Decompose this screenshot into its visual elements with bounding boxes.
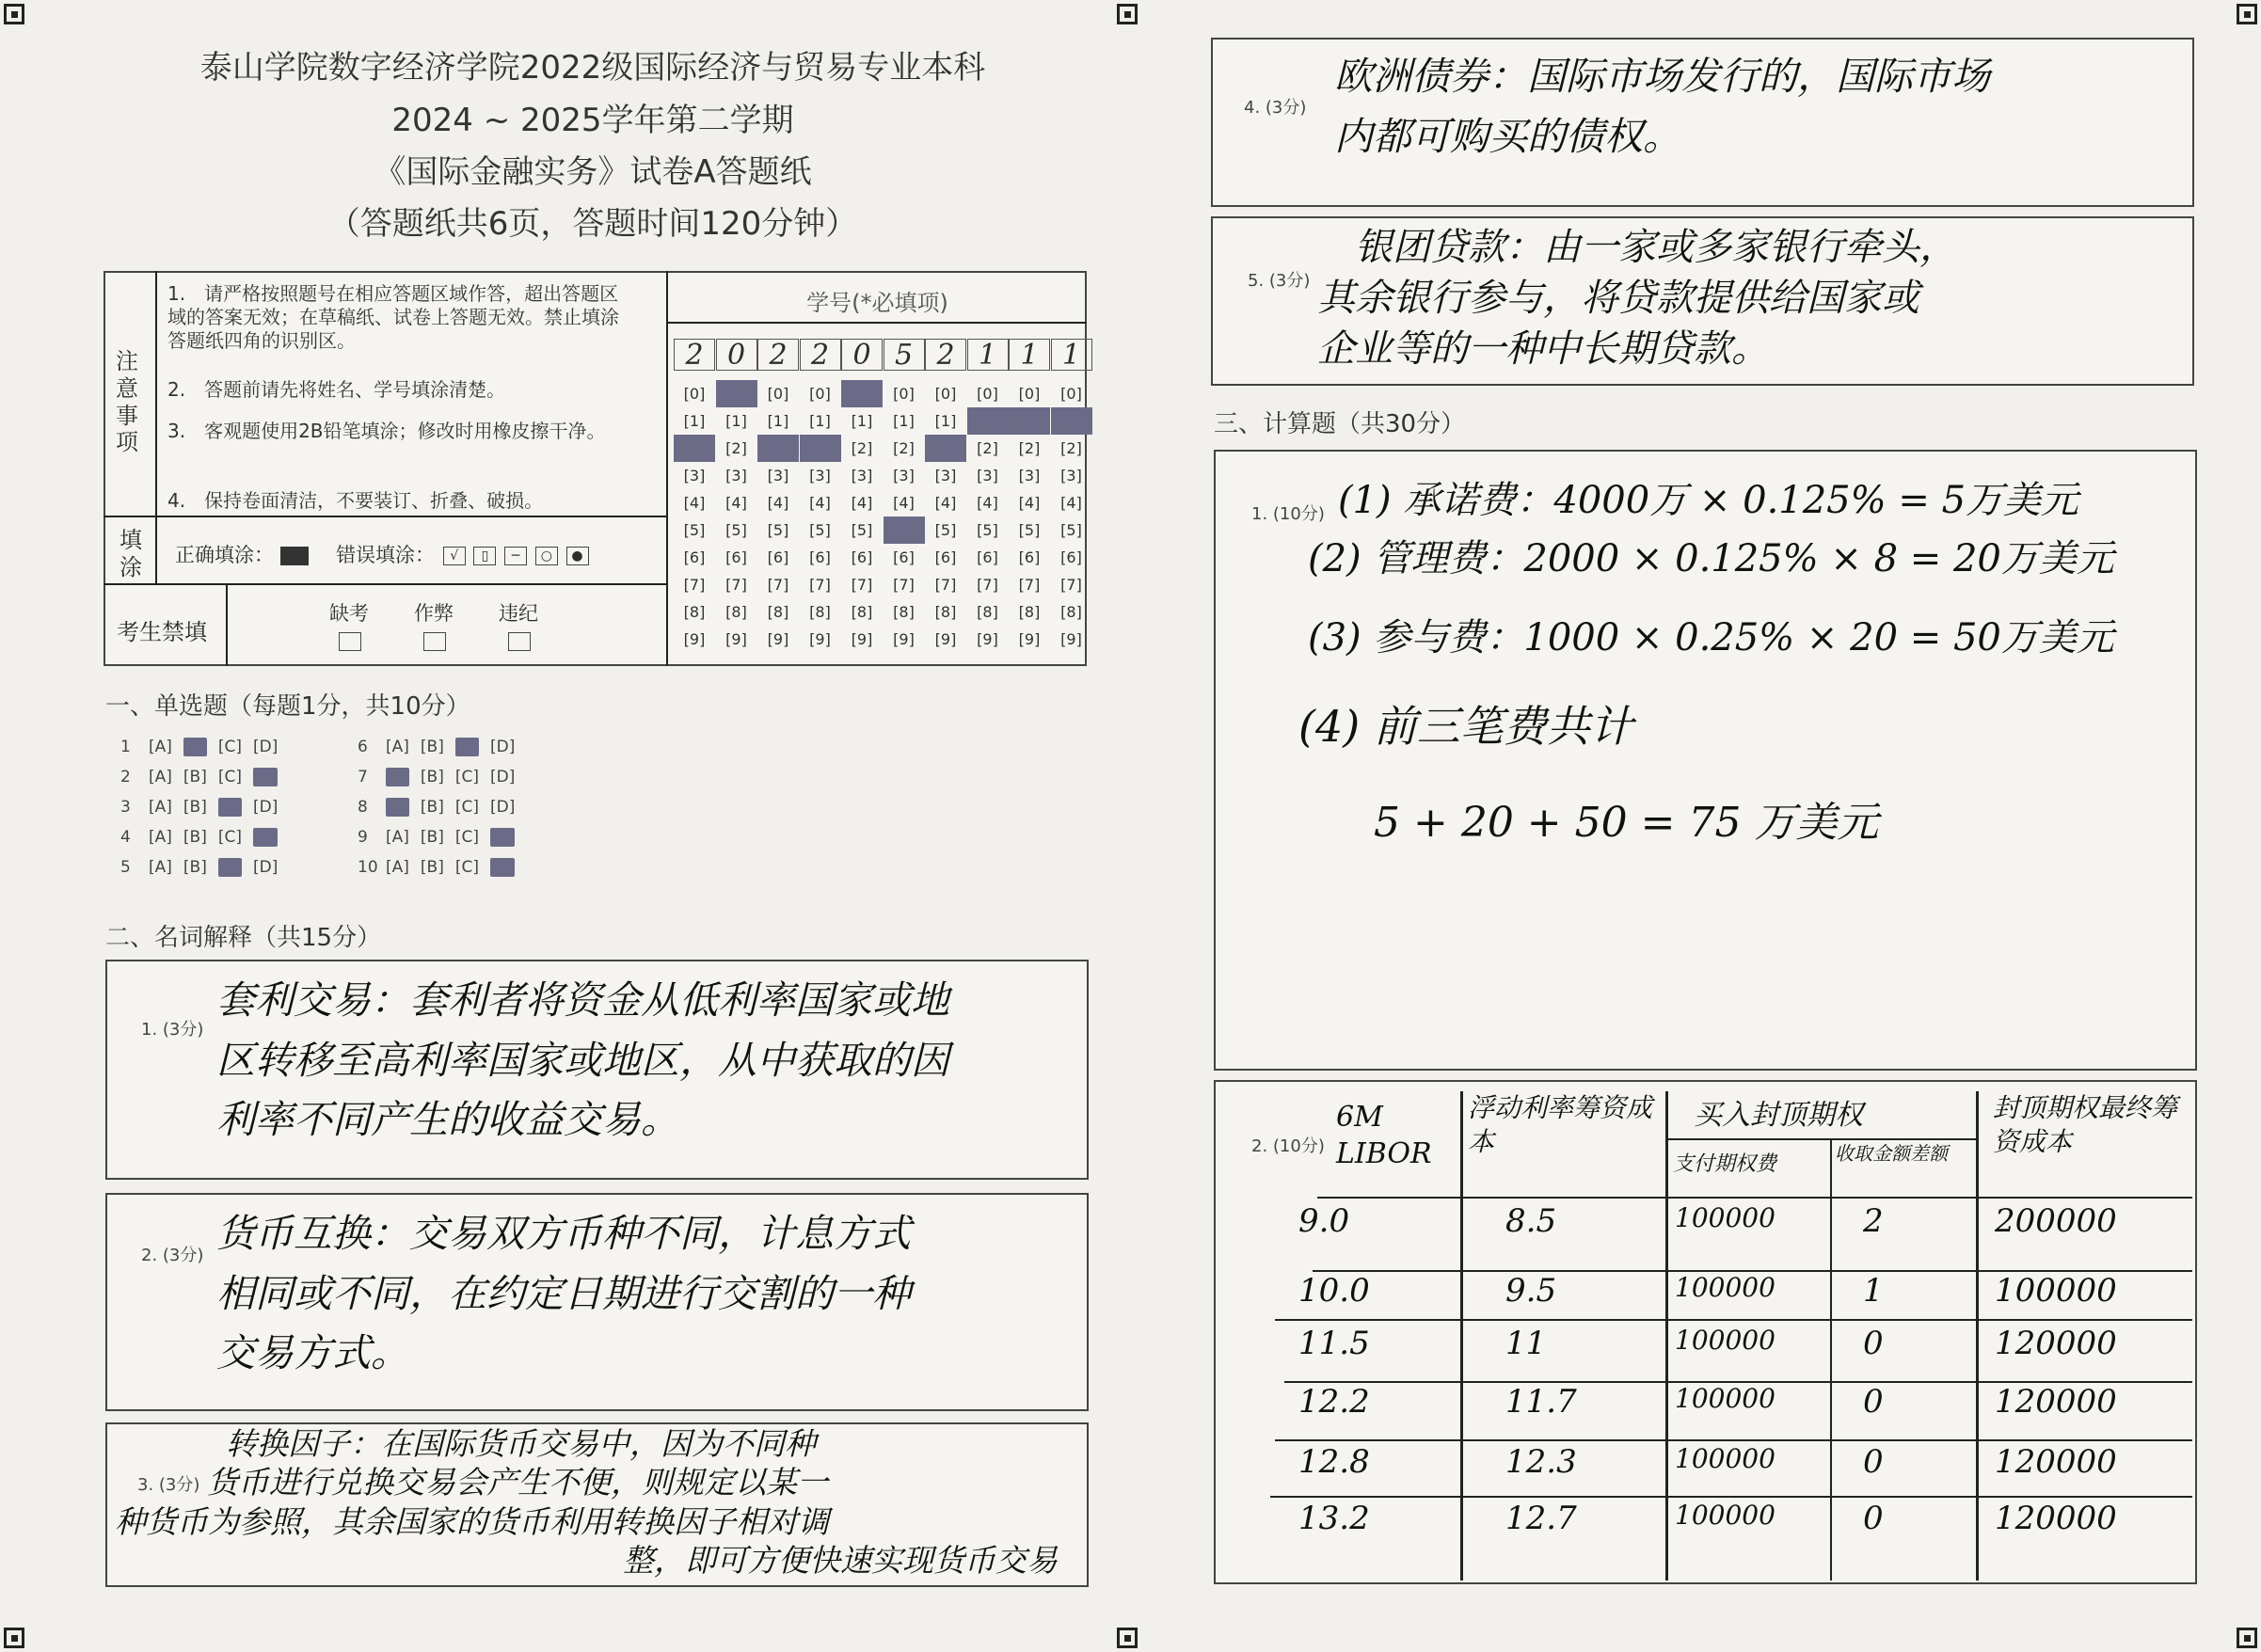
wrong-fill-text: 错误填涂： (336, 544, 436, 566)
student-id-bubble[interactable]: [1] (893, 412, 915, 430)
student-id-bubble[interactable]: [6] (977, 548, 998, 566)
student-id-bubble[interactable]: [4] (1060, 494, 1082, 512)
calc-1-line-4: (4) 前三笔费共计 (1298, 701, 1633, 752)
student-id-bubble[interactable]: [6] (1018, 548, 1041, 566)
student-id-bubble[interactable]: [8] (851, 603, 873, 621)
choice-bubble-b[interactable]: [B] (183, 768, 207, 786)
calc-2-score-label: 2. (10分) (1251, 1136, 1325, 1156)
section3-title: 三、计算题（共30分） (1214, 410, 1466, 438)
choice-row-q10[interactable] (358, 858, 526, 877)
calc-1-line-1: (1) 承诺费：4000万 × 0.125% = 5万美元 (1338, 479, 2079, 522)
notes-side-label: 注意事项 (116, 348, 138, 456)
student-id-bubble[interactable]: [6] (767, 548, 789, 566)
student-id-bubble[interactable]: [3] (934, 467, 957, 484)
student-id-bubble[interactable]: [9] (851, 630, 873, 648)
note-item-2: 2. 答题前请先将姓名、学号填涂清楚。 (167, 378, 506, 401)
forbidden-absent-checkbox[interactable] (339, 632, 361, 651)
table-libor-cell: 12.8 (1298, 1443, 1370, 1481)
student-id-bubble[interactable]: [7] (725, 576, 747, 594)
choice-question-number: 3 (120, 798, 131, 817)
choice-bubble-a[interactable]: [A] (386, 798, 409, 817)
student-id-bubble[interactable]: [3] (725, 467, 747, 484)
table-libor-cell: 11.5 (1298, 1325, 1370, 1362)
choice-bubble-c[interactable]: [C] (217, 768, 242, 786)
forbidden-option-cheat-label: 作弊 (414, 602, 454, 625)
student-id-bubble[interactable]: [1] (767, 412, 789, 430)
student-id-bubble[interactable]: [2] (893, 439, 915, 457)
student-id-bubble[interactable]: [4] (851, 494, 873, 512)
student-id-bubble[interactable]: [8] (893, 603, 915, 621)
choice-bubble-a[interactable]: [A] (149, 858, 172, 877)
choice-row-q5[interactable] (120, 858, 289, 877)
correct-fill-label (175, 540, 589, 568)
student-id-bubble[interactable]: [0] (809, 385, 831, 403)
choice-bubble-c[interactable]: [C] (454, 738, 479, 756)
student-id-digit-2: 0 (716, 339, 757, 371)
table-libor-cell: 12.2 (1298, 1383, 1370, 1421)
choice-bubble-d[interactable]: [D] (489, 738, 516, 756)
student-id-bubble[interactable]: [8] (934, 603, 957, 621)
table-floating-cost-cell: 12.7 (1505, 1500, 1577, 1537)
student-id-bubble[interactable]: [9] (977, 630, 998, 648)
choice-question-number: 5 (120, 858, 131, 877)
student-id-bubble[interactable]: [7] (683, 576, 706, 594)
choice-bubble-d[interactable]: [D] (252, 798, 279, 817)
student-id-bubble[interactable]: [9] (1060, 630, 1082, 648)
student-id-bubble[interactable]: [1] (1051, 407, 1092, 435)
student-id-bubble[interactable]: [3] (893, 467, 915, 484)
choice-row-q9[interactable] (358, 828, 526, 847)
student-id-bubble[interactable]: [9] (809, 630, 831, 648)
student-id-bubble[interactable]: [2] (800, 435, 841, 462)
table-floating-cost-cell: 11 (1505, 1325, 1547, 1362)
student-id-bubble-column-8[interactable] (967, 380, 1009, 653)
choice-question-number: 8 (358, 798, 368, 817)
student-id-bubble[interactable]: [5] (884, 516, 925, 544)
student-id-digit-3: 2 (757, 339, 799, 371)
term-3-answer: 转换因子：在国际货币交易中，因为不同种 货币进行兑换交易会产生不便，则规定以某一 种货币为参照，其余国家的货币利用转换因子相对调 整，即可方便快速实现货币交易 (115, 1425, 1058, 1579)
choice-row-q3[interactable] (120, 798, 289, 817)
table-floating-cost-cell: 11.7 (1505, 1383, 1577, 1421)
corner-mark-bottom-left (4, 1628, 24, 1648)
student-id-bubble[interactable]: [0] (1060, 385, 1082, 403)
table-header-receive-diff: 收取金额差额 (1835, 1142, 1948, 1165)
note-item-3: 3. 客观题使用2B铅笔填涂；修改时用橡皮擦干净。 (167, 420, 606, 442)
student-id-bubble[interactable]: [8] (683, 603, 706, 621)
student-id-bubble[interactable]: [6] (851, 548, 873, 566)
choice-bubble-a[interactable]: [A] (386, 738, 409, 756)
table-header-premium: 支付期权费 (1673, 1152, 1777, 1176)
wrong-mark-check: √ (443, 547, 466, 565)
term-3-score-label: 3. (3分) (137, 1475, 200, 1495)
student-id-bubble[interactable]: [1] (967, 407, 1009, 435)
wrong-mark-dot: ● (566, 547, 589, 565)
table-header-libor: 6M LIBOR (1336, 1101, 1432, 1170)
choice-bubble-d[interactable]: [D] (489, 828, 516, 847)
choice-bubble-b[interactable]: [B] (420, 858, 444, 877)
calc-1-line-2: (2) 管理费：2000 × 0.125% × 8 = 20万美元 (1308, 537, 2114, 580)
student-id-bubble[interactable]: [0] (683, 385, 706, 403)
student-id-bubble[interactable]: [2] (1060, 439, 1082, 457)
student-id-digit-10: 1 (1051, 339, 1092, 371)
choice-bubble-d[interactable]: [D] (252, 768, 279, 786)
choice-bubble-d[interactable]: [D] (252, 738, 279, 756)
corner-mark-bottom-middle (1117, 1628, 1138, 1648)
student-id-bubble[interactable]: [0] (893, 385, 915, 403)
table-premium-cell: 100000 (1675, 1202, 1775, 1233)
choice-row-q7[interactable] (358, 768, 526, 786)
choice-bubble-c[interactable]: [C] (454, 798, 479, 817)
student-id-bubble[interactable]: [7] (893, 576, 915, 594)
choice-bubble-b[interactable]: [B] (183, 738, 207, 756)
table-header-final-cost: 封顶期权最终筹资成本 (1993, 1092, 2178, 1158)
choice-row-q4[interactable] (120, 828, 289, 847)
calc-1-line-5: 5 + 20 + 50 = 75 万美元 (1374, 799, 1879, 847)
choice-bubble-a[interactable]: [A] (386, 828, 409, 847)
term-2-answer: 货币互换：交易双方币种不同，计息方式 相同或不同，在约定日期进行交割的一种 交易方式。 (216, 1211, 911, 1376)
student-id-bubble[interactable]: [3] (1060, 467, 1082, 484)
section2-title: 二、名词解释（共15分） (105, 924, 382, 952)
term-2-score-label: 2. (3分) (141, 1246, 204, 1265)
forbidden-cheat-checkbox[interactable] (423, 632, 446, 651)
student-id-bubble[interactable]: [2] (1018, 439, 1041, 457)
table-final-cost-cell: 100000 (1995, 1272, 2117, 1310)
choice-row-q8[interactable] (358, 798, 526, 817)
table-premium-cell: 100000 (1675, 1272, 1775, 1303)
student-id-bubble[interactable]: [6] (934, 548, 957, 566)
student-id-bubble[interactable]: [5] (809, 521, 831, 539)
student-id-bubble[interactable]: [5] (851, 521, 873, 539)
choice-bubble-d[interactable]: [D] (252, 858, 279, 877)
student-id-bubble[interactable]: [6] (1060, 548, 1082, 566)
choice-question-number: 10 (358, 858, 378, 877)
choice-bubble-b[interactable]: [B] (183, 858, 207, 877)
term-4-answer: 欧洲债券：国际市场发行的，国际市场 内都可购买的债权。 (1334, 54, 1990, 159)
corner-mark-bottom-right (2237, 1628, 2257, 1648)
table-floating-cost-cell: 9.5 (1505, 1272, 1557, 1310)
student-id-digit-6: 5 (884, 339, 925, 371)
student-id-bubble[interactable]: [0] (767, 385, 789, 403)
student-id-bubble[interactable]: [0] (1018, 385, 1041, 403)
student-id-bubble[interactable]: [8] (725, 603, 747, 621)
student-id-bubble[interactable]: [3] (851, 467, 873, 484)
student-id-bubble[interactable]: [1] (809, 412, 831, 430)
student-id-bubble[interactable]: [2] (725, 439, 747, 457)
choice-bubble-c[interactable]: [C] (454, 858, 479, 877)
student-id-bubble-column-7[interactable] (925, 380, 966, 653)
choice-row-q2[interactable] (120, 768, 289, 786)
choice-question-number: 1 (120, 738, 131, 756)
student-id-bubble-column-10[interactable] (1051, 380, 1092, 653)
corner-mark-top-middle (1117, 4, 1138, 24)
student-id-bubble[interactable]: [7] (1018, 576, 1041, 594)
student-id-bubble[interactable]: [2] (674, 435, 715, 462)
term-4-score-label: 4. (3分) (1244, 98, 1307, 118)
student-id-bubble[interactable]: [6] (725, 548, 747, 566)
student-id-bubble[interactable]: [3] (767, 467, 789, 484)
student-id-bubble[interactable]: [2] (851, 439, 873, 457)
table-header-floating-cost: 浮动利率筹资成本 (1468, 1092, 1653, 1158)
student-id-bubble[interactable]: [4] (683, 494, 706, 512)
choice-bubble-a[interactable]: [A] (149, 768, 172, 786)
student-id-bubble-column-1[interactable] (674, 380, 715, 653)
student-id-bubble[interactable]: [6] (683, 548, 706, 566)
forbidden-option-violation[interactable] (499, 598, 538, 651)
table-floating-cost-cell: 8.5 (1505, 1202, 1557, 1240)
choice-bubble-a[interactable]: [A] (386, 858, 409, 877)
student-id-bubble[interactable]: [7] (1060, 576, 1082, 594)
choice-bubble-d[interactable]: [D] (489, 858, 516, 877)
table-diff-cell: 1 (1863, 1272, 1884, 1310)
forbidden-violation-checkbox[interactable] (508, 632, 531, 651)
student-id-bubble[interactable]: [7] (809, 576, 831, 594)
calc-1-score-label: 1. (10分) (1251, 504, 1325, 524)
table-header-buy-cap: 买入封顶期权 (1694, 1099, 1863, 1132)
student-id-bubble[interactable]: [1] (1009, 407, 1050, 435)
student-id-bubble[interactable]: [2] (925, 435, 966, 462)
exam-title-line4: （答题纸共6页，答题时间120分钟） (327, 205, 858, 243)
student-id-bubble[interactable]: [9] (683, 630, 706, 648)
student-id-bubble[interactable]: [9] (893, 630, 915, 648)
student-id-bubble[interactable]: [3] (809, 467, 831, 484)
choice-bubble-d[interactable]: [D] (489, 798, 516, 817)
student-id-bubble[interactable]: [2] (977, 439, 998, 457)
student-id-bubble[interactable]: [4] (809, 494, 831, 512)
choice-bubble-a[interactable]: [A] (149, 828, 172, 847)
choice-bubble-c[interactable]: [C] (217, 738, 242, 756)
student-id-digit-5: 0 (841, 339, 883, 371)
student-id-bubble-column-5[interactable] (841, 380, 883, 653)
table-premium-cell: 100000 (1675, 1500, 1775, 1531)
choice-bubble-b[interactable]: [B] (420, 828, 444, 847)
table-floating-cost-cell: 12.3 (1505, 1443, 1577, 1481)
corner-mark-top-left (4, 4, 24, 24)
student-id-bubble[interactable]: [5] (725, 521, 747, 539)
student-id-bubble[interactable]: [6] (893, 548, 915, 566)
choice-question-number: 9 (358, 828, 368, 847)
term-5-score-label: 5. (3分) (1248, 271, 1311, 291)
student-id-digit-1: 2 (674, 339, 715, 371)
student-id-bubble[interactable]: [5] (934, 521, 957, 539)
table-libor-cell: 9.0 (1298, 1202, 1350, 1240)
table-premium-cell: 100000 (1675, 1383, 1775, 1414)
choice-question-number: 2 (120, 768, 131, 786)
student-id-bubble[interactable]: [1] (683, 412, 706, 430)
student-id-bubble[interactable]: [1] (725, 412, 747, 430)
student-id-bubble[interactable]: [7] (977, 576, 998, 594)
wrong-mark-circle: ○ (535, 547, 558, 565)
choice-bubble-c[interactable]: [C] (217, 798, 242, 817)
student-id-bubble[interactable]: [1] (934, 412, 957, 430)
student-id-digit-7: 2 (925, 339, 966, 371)
forbidden-label: 考生禁填 (117, 619, 207, 645)
student-id-bubble[interactable]: [8] (1018, 603, 1041, 621)
student-id-bubble[interactable]: [7] (934, 576, 957, 594)
student-id-bubble[interactable]: [5] (977, 521, 998, 539)
student-id-bubble-column-3[interactable] (757, 380, 799, 653)
student-id-bubble[interactable]: [7] (851, 576, 873, 594)
table-diff-cell: 0 (1863, 1325, 1884, 1362)
forbidden-option-violation-label: 违纪 (499, 602, 538, 625)
fill-side-label: 填涂 (119, 527, 142, 580)
table-libor-cell: 10.0 (1298, 1272, 1370, 1310)
choice-bubble-c[interactable]: [C] (217, 858, 242, 877)
student-id-bubble-column-9[interactable] (1009, 380, 1050, 653)
student-id-bubble[interactable]: [4] (725, 494, 747, 512)
choice-bubble-d[interactable]: [D] (252, 828, 279, 847)
choice-bubble-b[interactable]: [B] (420, 798, 444, 817)
choice-row-q1[interactable] (120, 738, 289, 756)
student-id-bubble[interactable]: [5] (1018, 521, 1041, 539)
student-id-bubble-column-4[interactable] (800, 380, 841, 653)
choice-question-number: 7 (358, 768, 368, 786)
student-id-bubble[interactable]: [9] (767, 630, 789, 648)
choice-bubble-c[interactable]: [C] (217, 828, 242, 847)
table-diff-cell: 2 (1863, 1202, 1884, 1240)
wrong-mark-dash: ─ (504, 547, 527, 565)
corner-mark-top-right (2237, 4, 2257, 24)
student-id-bubble[interactable]: [1] (851, 412, 873, 430)
student-id-bubble[interactable]: [9] (725, 630, 747, 648)
choice-bubble-c[interactable]: [C] (454, 828, 479, 847)
student-id-digit-9: 1 (1009, 339, 1050, 371)
exam-title-line2: 2024 ~ 2025学年第二学期 (391, 102, 794, 139)
note-item-4: 4. 保持卷面清洁，不要装订、折叠、破损。 (167, 489, 544, 512)
student-id-bubble[interactable]: [0] (934, 385, 957, 403)
student-id-bubble-column-6[interactable] (884, 380, 925, 653)
forbidden-option-absent-label: 缺考 (329, 602, 369, 625)
student-id-digit-8: 1 (967, 339, 1009, 371)
student-id-bubble[interactable]: [0] (716, 380, 757, 407)
correct-fill-sample (280, 547, 309, 565)
table-final-cost-cell: 120000 (1995, 1443, 2117, 1481)
table-diff-cell: 0 (1863, 1443, 1884, 1481)
choice-bubble-a[interactable]: [A] (149, 738, 172, 756)
student-id-bubble[interactable]: [5] (767, 521, 789, 539)
note-item-1: 1. 请严格按照题号在相应答题区域作答，超出答题区域的答案无效；在草稿纸、试卷上答题无效。禁止填涂答题纸四角的识别区。 (167, 282, 619, 352)
student-id-bubble[interactable]: [5] (683, 521, 706, 539)
exam-title-line1: 泰山学院数字经济学院2022级国际经济与贸易专业本科 (199, 49, 986, 87)
choice-bubble-a[interactable]: [A] (149, 798, 172, 817)
section1-title: 一、单选题（每题1分，共10分） (105, 692, 470, 721)
student-id-bubble[interactable]: [8] (809, 603, 831, 621)
student-id-bubble[interactable]: [0] (841, 380, 883, 407)
choice-question-number: 6 (358, 738, 368, 756)
student-id-bubble[interactable]: [4] (934, 494, 957, 512)
student-id-bubble[interactable]: [6] (809, 548, 831, 566)
student-id-bubble-column-2[interactable] (716, 380, 757, 653)
choice-bubble-c[interactable]: [C] (454, 768, 479, 786)
forbidden-option-cheat[interactable] (414, 598, 454, 651)
table-diff-cell: 0 (1863, 1383, 1884, 1421)
calc-1-line-3: (3) 参与费：1000 × 0.25% × 20 = 50万美元 (1308, 616, 2114, 659)
student-id-bubble[interactable]: [9] (1018, 630, 1041, 648)
exam-title-line3: 《国际金融实务》试卷A答题纸 (374, 153, 812, 191)
student-id-bubble[interactable]: [3] (683, 467, 706, 484)
choice-bubble-b[interactable]: [B] (420, 768, 444, 786)
choice-bubble-d[interactable]: [D] (489, 768, 516, 786)
table-final-cost-cell: 120000 (1995, 1500, 2117, 1537)
student-id-bubble[interactable]: [8] (977, 603, 998, 621)
table-final-cost-cell: 120000 (1995, 1325, 2117, 1362)
term-5-answer: 银团贷款：由一家或多家银行牵头， 其余银行参与，将贷款提供给国家或 企业等的一种中长期贷款。 (1317, 226, 1957, 371)
table-premium-cell: 100000 (1675, 1443, 1775, 1474)
student-id-bubble[interactable]: [5] (1060, 521, 1082, 539)
student-id-bubble[interactable]: [8] (1060, 603, 1082, 621)
term-1-answer: 套利交易：套利者将资金从低利率国家或地 区转移至高利率国家或地区，从中获取的因 利率不同产生的收益交易。 (216, 977, 949, 1143)
choice-bubble-b[interactable]: [B] (420, 738, 444, 756)
wrong-mark-bar: ▯ (473, 547, 496, 565)
student-id-digit-4: 2 (800, 339, 841, 371)
student-id-bubble[interactable]: [7] (767, 576, 789, 594)
student-id-bubble[interactable]: [4] (977, 494, 998, 512)
student-id-bubble[interactable]: [3] (1018, 467, 1041, 484)
student-id-label: 学号(*必填项) (806, 290, 948, 316)
table-final-cost-cell: 120000 (1995, 1383, 2117, 1421)
choice-row-q6[interactable] (358, 738, 526, 756)
forbidden-option-absent[interactable] (329, 598, 369, 651)
student-id-bubble[interactable]: [2] (757, 435, 799, 462)
choice-bubble-b[interactable]: [B] (183, 828, 207, 847)
choice-bubble-a[interactable]: [A] (386, 768, 409, 786)
table-final-cost-cell: 200000 (1995, 1202, 2117, 1240)
student-id-bubble[interactable]: [4] (893, 494, 915, 512)
table-diff-cell: 0 (1863, 1500, 1884, 1537)
table-libor-cell: 13.2 (1298, 1500, 1370, 1537)
term-1-score-label: 1. (3分) (141, 1020, 204, 1040)
student-id-bubble[interactable]: [9] (934, 630, 957, 648)
choice-question-number: 4 (120, 828, 131, 847)
choice-bubble-b[interactable]: [B] (183, 798, 207, 817)
table-premium-cell: 100000 (1675, 1325, 1775, 1356)
student-id-bubble[interactable]: [0] (977, 385, 998, 403)
student-id-bubble[interactable]: [3] (977, 467, 998, 484)
student-id-bubble[interactable]: [8] (767, 603, 789, 621)
student-id-bubble[interactable]: [4] (1018, 494, 1041, 512)
student-id-bubble[interactable]: [4] (767, 494, 789, 512)
correct-fill-text: 正确填涂： (175, 544, 274, 566)
